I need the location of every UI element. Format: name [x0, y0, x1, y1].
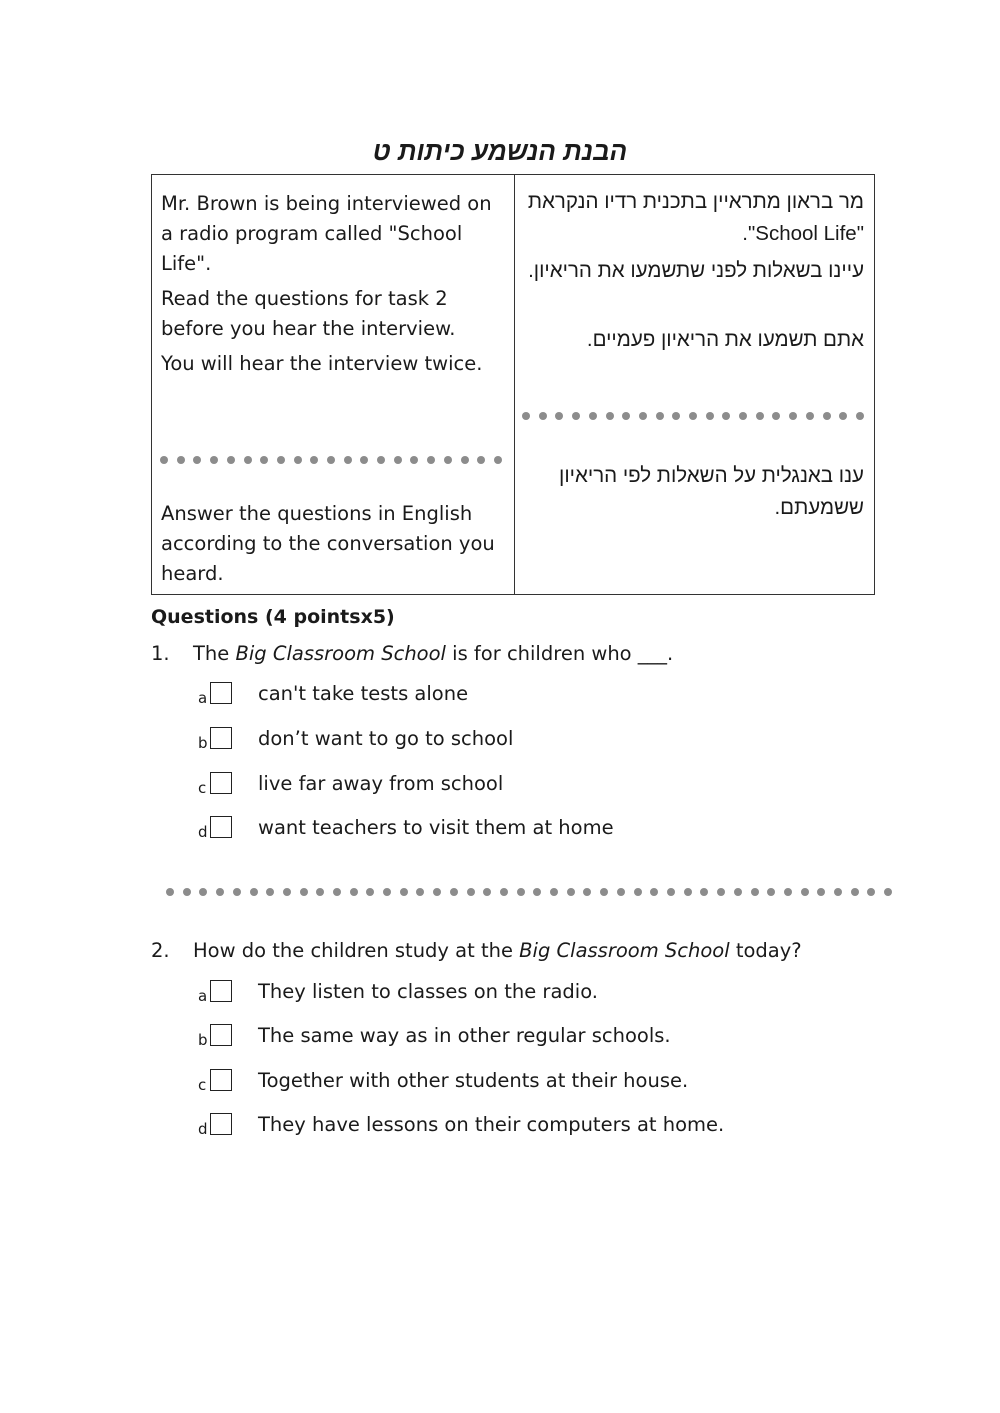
- option-letter: c: [198, 1076, 207, 1094]
- separator-dot: [706, 412, 714, 420]
- separator-dot: [427, 456, 435, 464]
- separator-dot: [433, 888, 441, 896]
- separator-dot: [722, 412, 730, 420]
- separator-dot: [250, 888, 258, 896]
- separator-dot: [300, 888, 308, 896]
- separator-dot: [227, 456, 235, 464]
- separator-dot: [283, 888, 291, 896]
- separator-dot: [366, 888, 374, 896]
- questions-heading: Questions (4 pointsx5): [151, 606, 395, 628]
- separator-dot: [294, 456, 302, 464]
- question-number: 2.: [151, 939, 170, 962]
- separator-dot: [634, 888, 642, 896]
- separator-dot: [667, 888, 675, 896]
- q1-option-d[interactable]: [198, 816, 898, 844]
- separator-dot: [166, 888, 174, 896]
- separator-dot: [684, 888, 692, 896]
- instructions-box: [151, 174, 875, 595]
- separator-dot: [444, 456, 452, 464]
- q1-option-a[interactable]: [198, 682, 898, 710]
- separator-dot: [700, 888, 708, 896]
- separator-dot: [266, 888, 274, 896]
- option-text: Together with other students at their house.: [258, 1069, 689, 1092]
- separator-dot: [316, 888, 324, 896]
- separator-dot: [567, 888, 575, 896]
- hebrew-instruction-intro: מר בראון מתראיין בתכנית רדיו הנקראת "School Life".: [527, 190, 864, 245]
- hebrew-instruction-hear-twice: אתם תשמעו את הריאיון פעמיים.: [586, 328, 864, 351]
- separator-dot: [517, 888, 525, 896]
- separator-dot: [617, 888, 625, 896]
- separator-dot: [377, 456, 385, 464]
- separator-dot: [734, 888, 742, 896]
- option-text: don’t want to go to school: [258, 727, 514, 750]
- separator-dot: [784, 888, 792, 896]
- option-text: can't take tests alone: [258, 682, 469, 705]
- english-instruction-hear-twice: You will hear the interview twice.: [161, 352, 483, 375]
- separator-dot: [344, 456, 352, 464]
- separator-dot: [477, 456, 485, 464]
- option-letter: a: [198, 987, 208, 1005]
- separator-dot: [360, 456, 368, 464]
- school-name: Big Classroom School: [235, 642, 446, 665]
- option-text: They have lessons on their computers at home.: [258, 1113, 725, 1136]
- separator-dot: [572, 412, 580, 420]
- separator-dot: [350, 888, 358, 896]
- separator-dot: [639, 412, 647, 420]
- separator-dot: [277, 456, 285, 464]
- separator-dot: [494, 456, 502, 464]
- separator-dot: [689, 412, 697, 420]
- separator-dot: [400, 888, 408, 896]
- separator-dot: [851, 888, 859, 896]
- dotted-separator-left: [160, 456, 505, 464]
- separator-dot: [583, 888, 591, 896]
- separator-dot: [650, 888, 658, 896]
- separator-dot: [244, 456, 252, 464]
- checkbox[interactable]: [210, 727, 232, 749]
- separator-dot: [177, 456, 185, 464]
- separator-dot: [767, 888, 775, 896]
- separator-dot: [539, 412, 547, 420]
- option-text: live far away from school: [258, 772, 504, 795]
- separator-dot: [500, 888, 508, 896]
- checkbox[interactable]: [210, 980, 232, 1002]
- question-text: How do the children study at the: [193, 939, 520, 962]
- separator-dot: [739, 412, 747, 420]
- separator-dot: [160, 456, 168, 464]
- separator-dot: [789, 412, 797, 420]
- separator-dot: [834, 888, 842, 896]
- option-text: want teachers to visit them at home: [258, 816, 614, 839]
- separator-dot: [522, 412, 530, 420]
- separator-dot: [806, 412, 814, 420]
- question-text-end: is for children who ___.: [445, 642, 674, 665]
- checkbox[interactable]: [210, 772, 232, 794]
- separator-dot: [210, 456, 218, 464]
- separator-dot: [884, 888, 892, 896]
- option-letter: c: [198, 779, 207, 797]
- separator-dot: [589, 412, 597, 420]
- q1-option-b[interactable]: [198, 727, 898, 755]
- separator-dot: [672, 412, 680, 420]
- column-divider: [514, 175, 515, 594]
- school-name: Big Classroom School: [519, 939, 730, 962]
- separator-dot: [216, 888, 224, 896]
- separator-dot: [260, 456, 268, 464]
- separator-dot: [839, 412, 847, 420]
- separator-dot: [606, 412, 614, 420]
- english-instruction-answer: Answer the questions in English according to the conversation you heard.: [161, 502, 495, 585]
- separator-dot: [394, 456, 402, 464]
- question-text: The: [193, 642, 236, 665]
- english-instruction-intro: Mr. Brown is being interviewed on a radio program called "School Life".: [161, 192, 492, 275]
- dotted-separator-questions: [166, 888, 896, 896]
- separator-dot: [756, 412, 764, 420]
- option-letter: a: [198, 689, 208, 707]
- dotted-separator-right: [522, 412, 867, 420]
- option-letter: b: [198, 734, 208, 752]
- checkbox[interactable]: [210, 1069, 232, 1091]
- separator-dot: [717, 888, 725, 896]
- checkbox[interactable]: [210, 1024, 232, 1046]
- option-letter: b: [198, 1031, 208, 1049]
- q2-option-a[interactable]: [198, 980, 898, 1008]
- english-instruction-read-questions: Read the questions for task 2 before you hear the interview.: [161, 287, 456, 340]
- option-text: They listen to classes on the radio.: [258, 980, 598, 1003]
- separator-dot: [467, 888, 475, 896]
- checkbox[interactable]: [210, 1113, 232, 1135]
- separator-dot: [656, 412, 664, 420]
- separator-dot: [233, 888, 241, 896]
- checkbox[interactable]: [210, 682, 232, 704]
- question-1: [151, 641, 673, 667]
- separator-dot: [533, 888, 541, 896]
- separator-dot: [550, 888, 558, 896]
- separator-dot: [193, 456, 201, 464]
- option-letter: d: [198, 1120, 208, 1138]
- page-title: הבנת הנשמע כיתות ט: [372, 136, 628, 166]
- separator-dot: [310, 456, 318, 464]
- q1-option-c[interactable]: [198, 772, 898, 800]
- separator-dot: [555, 412, 563, 420]
- separator-dot: [183, 888, 191, 896]
- separator-dot: [483, 888, 491, 896]
- separator-dot: [333, 888, 341, 896]
- separator-dot: [199, 888, 207, 896]
- option-text: The same way as in other regular schools.: [258, 1024, 671, 1047]
- separator-dot: [383, 888, 391, 896]
- separator-dot: [600, 888, 608, 896]
- separator-dot: [867, 888, 875, 896]
- q2-option-d[interactable]: [198, 1113, 898, 1141]
- hebrew-instruction-answer: ענו באנגלית על השאלות לפי הריאיון ששמעתם.: [559, 464, 864, 519]
- q2-option-c[interactable]: [198, 1069, 898, 1097]
- separator-dot: [327, 456, 335, 464]
- q2-option-b[interactable]: [198, 1024, 898, 1052]
- question-2: [151, 938, 802, 964]
- question-text-end: today?: [729, 939, 802, 962]
- separator-dot: [622, 412, 630, 420]
- separator-dot: [450, 888, 458, 896]
- separator-dot: [817, 888, 825, 896]
- question-number: 1.: [151, 642, 170, 665]
- separator-dot: [461, 456, 469, 464]
- checkbox[interactable]: [210, 816, 232, 838]
- separator-dot: [751, 888, 759, 896]
- separator-dot: [801, 888, 809, 896]
- option-letter: d: [198, 823, 208, 841]
- hebrew-instruction-read-questions: עיינו בשאלות לפני שתשמעו את הריאיון.: [528, 259, 864, 282]
- separator-dot: [772, 412, 780, 420]
- separator-dot: [823, 412, 831, 420]
- separator-dot: [410, 456, 418, 464]
- separator-dot: [856, 412, 864, 420]
- separator-dot: [416, 888, 424, 896]
